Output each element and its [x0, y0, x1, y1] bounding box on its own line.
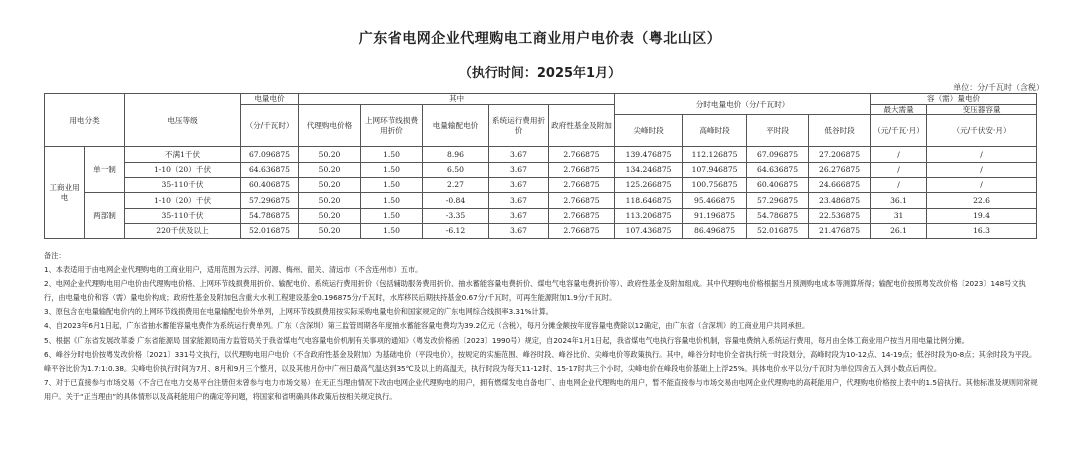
- value-cell: 50.20: [299, 178, 361, 193]
- value-cell: 1.50: [361, 178, 423, 193]
- value-cell: 2.766875: [549, 223, 615, 238]
- note-line: 备注：: [44, 251, 66, 260]
- value-cell: 134.246875: [615, 162, 683, 177]
- value-cell: /: [927, 147, 1037, 162]
- value-cell: 2.766875: [549, 178, 615, 193]
- group-cell: 单一制: [85, 147, 125, 193]
- col-transformer-unit: （元/千伏安·月）: [927, 115, 1037, 147]
- value-cell: 107.436875: [615, 223, 683, 238]
- value-cell: 22.6: [927, 193, 1037, 208]
- value-cell: 3.67: [489, 223, 549, 238]
- value-cell: 2.766875: [549, 147, 615, 162]
- value-cell: 95.466875: [683, 193, 747, 208]
- col-peak-sharp-header: 尖峰时段: [615, 115, 683, 147]
- value-cell: 64.636875: [747, 162, 809, 177]
- table-row: [45, 147, 1037, 162]
- value-cell: 57.296875: [241, 193, 299, 208]
- voltage-cell: 1-10（20）千伏: [125, 193, 241, 208]
- value-cell: 31: [871, 208, 927, 223]
- value-cell: 22.536875: [809, 208, 871, 223]
- value-cell: 2.766875: [549, 162, 615, 177]
- value-cell: -0.84: [423, 193, 489, 208]
- value-cell: 16.3: [927, 223, 1037, 238]
- voltage-cell: 不满1千伏: [125, 147, 241, 162]
- value-cell: 60.406875: [241, 178, 299, 193]
- note-line: 6、峰谷分时电价按粤发改价格〔2021〕331号文执行，以代理购电用户电价（不含政府性基金及附加）为基础电价（平段电价），按规定的实施范围、峰谷时段、峰谷比价、尖峰电价等政策执行。其中，峰谷分时电价全省执行统一时段划分，高峰时段为10-12点、14-19点；低谷时段为0-8点；其余时段为平段。峰平谷比价为1.7:1:0.38。尖峰电价执行时间为7月、8月和9月三个整月，以及其他月份中广州日最高气温达到35℃及以上的高温天，执行时段为每天11-12时、15-17时共三个小时，尖峰电价在峰段电价基础上上浮25%。具体电价水平以分/千瓦时为单位四舍五入到小数点后两位。: [44, 349, 1037, 373]
- notes-section: [44, 249, 1039, 404]
- value-cell: /: [871, 162, 927, 177]
- value-cell: 8.96: [423, 147, 489, 162]
- value-cell: /: [871, 147, 927, 162]
- table-row: [45, 223, 1037, 238]
- value-cell: 50.20: [299, 193, 361, 208]
- tariff-table: [44, 93, 1037, 239]
- value-cell: 27.206875: [809, 147, 871, 162]
- value-cell: 6.50: [423, 162, 489, 177]
- voltage-cell: 220千伏及以上: [125, 223, 241, 238]
- value-cell: 3.67: [489, 208, 549, 223]
- value-cell: /: [871, 178, 927, 193]
- table-row: [45, 162, 1037, 177]
- value-cell: 21.476875: [809, 223, 871, 238]
- value-cell: 36.1: [871, 193, 927, 208]
- col-of-which-header: 其中: [299, 94, 615, 105]
- value-cell: 64.636875: [241, 162, 299, 177]
- value-cell: 1.50: [361, 162, 423, 177]
- value-cell: 3.67: [489, 162, 549, 177]
- col-flat-header: 平时段: [747, 115, 809, 147]
- col-onlevel-loss-header: 上网环节线损费用折价: [361, 105, 423, 147]
- value-cell: 50.20: [299, 147, 361, 162]
- note-line: 4、自2023年6月1日起，广东省抽水蓄能容量电费作为系统运行费单列。广东（含深圳）第三监管周期各年度抽水蓄能容量电费均为39.2亿元（含税），每月分摊金额按年度容量电费除以12确定，由广东省（含深圳）的工商业用户共同承担。: [44, 321, 810, 331]
- value-cell: 2.27: [423, 178, 489, 193]
- col-gov-fund-header: 政府性基金及附加: [549, 105, 615, 147]
- value-cell: 2.766875: [549, 193, 615, 208]
- value-cell: 113.206875: [615, 208, 683, 223]
- col-voltage-header: 电压等级: [125, 94, 241, 147]
- col-energy-price-unit: （分/千瓦时）: [241, 105, 299, 147]
- value-cell: 67.096875: [241, 147, 299, 162]
- value-cell: 2.766875: [549, 208, 615, 223]
- value-cell: 26.1: [871, 223, 927, 238]
- value-cell: 1.50: [361, 223, 423, 238]
- value-cell: 1.50: [361, 193, 423, 208]
- voltage-cell: 35-110千伏: [125, 208, 241, 223]
- voltage-cell: 35-110千伏: [125, 178, 241, 193]
- value-cell: 24.666875: [809, 178, 871, 193]
- note-line: 7、对于已直接参与市场交易（不含已在电力交易平台注册但未曾参与电力市场交易）在无正当理由情况下改由电网企业代理购电的用户，拥有燃煤发电自备电厂、由电网企业代理购电的用户，暂不能直接参与市场交易由电网企业代理购电的高耗能用户，代理购电价格按上表中的1.5倍执行。其他标准及规则同常规用户。关于“正当理由”的具体情形以及高耗能用户的确定等问题，将国家和省明确具体政策后按相关规定执行。: [44, 377, 1038, 401]
- value-cell: 52.016875: [747, 223, 809, 238]
- value-cell: 3.67: [489, 193, 549, 208]
- value-cell: 1.50: [361, 208, 423, 223]
- col-category-header: 用电分类: [45, 94, 125, 147]
- value-cell: 139.476875: [615, 147, 683, 162]
- value-cell: /: [927, 178, 1037, 193]
- category-cell: 工商业用电: [45, 147, 85, 239]
- col-capacity-header: 容（需）量电价: [871, 94, 1037, 105]
- value-cell: 67.096875: [747, 147, 809, 162]
- value-cell: 23.486875: [809, 193, 871, 208]
- col-max-demand-unit: （元/千瓦·月）: [871, 115, 927, 147]
- value-cell: 107.946875: [683, 162, 747, 177]
- value-cell: 54.786875: [747, 208, 809, 223]
- value-cell: 57.296875: [747, 193, 809, 208]
- note-line: 3、原包含在电量输配电价内的上网环节线损费用在电量输配电价外单列，上网环节线损费用按实际采购电量电价和国家规定的广东电网综合线损率3.31%计算。: [44, 307, 553, 317]
- col-peak-header: 高峰时段: [683, 115, 747, 147]
- value-cell: 86.496875: [683, 223, 747, 238]
- note-line: 5、根据《广东省发展改革委 广东省能源局 国家能源局南方监管局关于我省煤电气电容量电价机制有关事项的通知》（粤发改价格函〔2023〕1990号）规定，自2024年1月1日起，我省煤电气电执行容量电价机制，容量电费纳入系统运行费用，每月由全体工商业用户按当月用电量比例分摊。: [44, 335, 969, 345]
- value-cell: -3.35: [423, 208, 489, 223]
- col-energy-price-header: 电量电价: [241, 94, 299, 105]
- value-cell: 3.67: [489, 147, 549, 162]
- value-cell: 1.50: [361, 147, 423, 162]
- value-cell: -6.12: [423, 223, 489, 238]
- value-cell: 26.276875: [809, 162, 871, 177]
- value-cell: /: [927, 162, 1037, 177]
- value-cell: 50.20: [299, 162, 361, 177]
- value-cell: 91.196875: [683, 208, 747, 223]
- table-row: [45, 178, 1037, 193]
- value-cell: 50.20: [299, 223, 361, 238]
- col-max-demand-header: 最大需量: [871, 105, 927, 115]
- value-cell: 100.756875: [683, 178, 747, 193]
- value-cell: 54.786875: [241, 208, 299, 223]
- value-cell: 50.20: [299, 208, 361, 223]
- value-cell: 118.646875: [615, 193, 683, 208]
- table-row: [45, 193, 1037, 208]
- document-subtitle: （执行时间：2025年1月）: [458, 66, 622, 81]
- col-transformer-header: 变压器容量: [927, 105, 1037, 115]
- value-cell: 3.67: [489, 178, 549, 193]
- col-proxy-price-header: 代理购电价格: [299, 105, 361, 147]
- value-cell: 125.266875: [615, 178, 683, 193]
- value-cell: 112.126875: [683, 147, 747, 162]
- note-line: 2、电网企业代理购电用户电价由代理购电价格、上网环节线损费用折价、输配电价、系统运行费用折价（包括辅助服务费用折价、抽水蓄能容量电费折价、煤电气电容量电费折价等）、政府性基金及附加组成。其中代理购电价格根据当月预测购电成本等测算所得；输配电价按照粤发改价格〔2023〕148号文执行，由电量电价和容（需）量电价构成；政府性基金及附加包含重大水利工程建设基金0.196875分/千瓦时，水库移民后期扶持基金0.67分/千瓦时，可再生能源附加1.9分/千瓦时。: [44, 279, 1026, 303]
- value-cell: 52.016875: [241, 223, 299, 238]
- value-cell: 60.406875: [747, 178, 809, 193]
- unit-label: 单位：分/千瓦时（含税）: [953, 83, 1044, 92]
- value-cell: 19.4: [927, 208, 1037, 223]
- table-row: [45, 208, 1037, 223]
- col-transmission-header: 电量输配电价: [423, 105, 489, 147]
- col-tou-header: 分时电量电价（分/千瓦时）: [615, 94, 871, 115]
- col-system-cost-header: 系统运行费用折价: [489, 105, 549, 147]
- document-title: 广东省电网企业代理购电工商业用户电价表（粤北山区）: [358, 31, 722, 47]
- note-line: 1、本表适用于由电网企业代理购电的工商业用户，适用范围为云浮、河源、梅州、韶关、清远市（不含连州市）五市。: [44, 265, 423, 275]
- col-valley-header: 低谷时段: [809, 115, 871, 147]
- voltage-cell: 1-10（20）千伏: [125, 162, 241, 177]
- group-cell: 两部制: [85, 193, 125, 239]
